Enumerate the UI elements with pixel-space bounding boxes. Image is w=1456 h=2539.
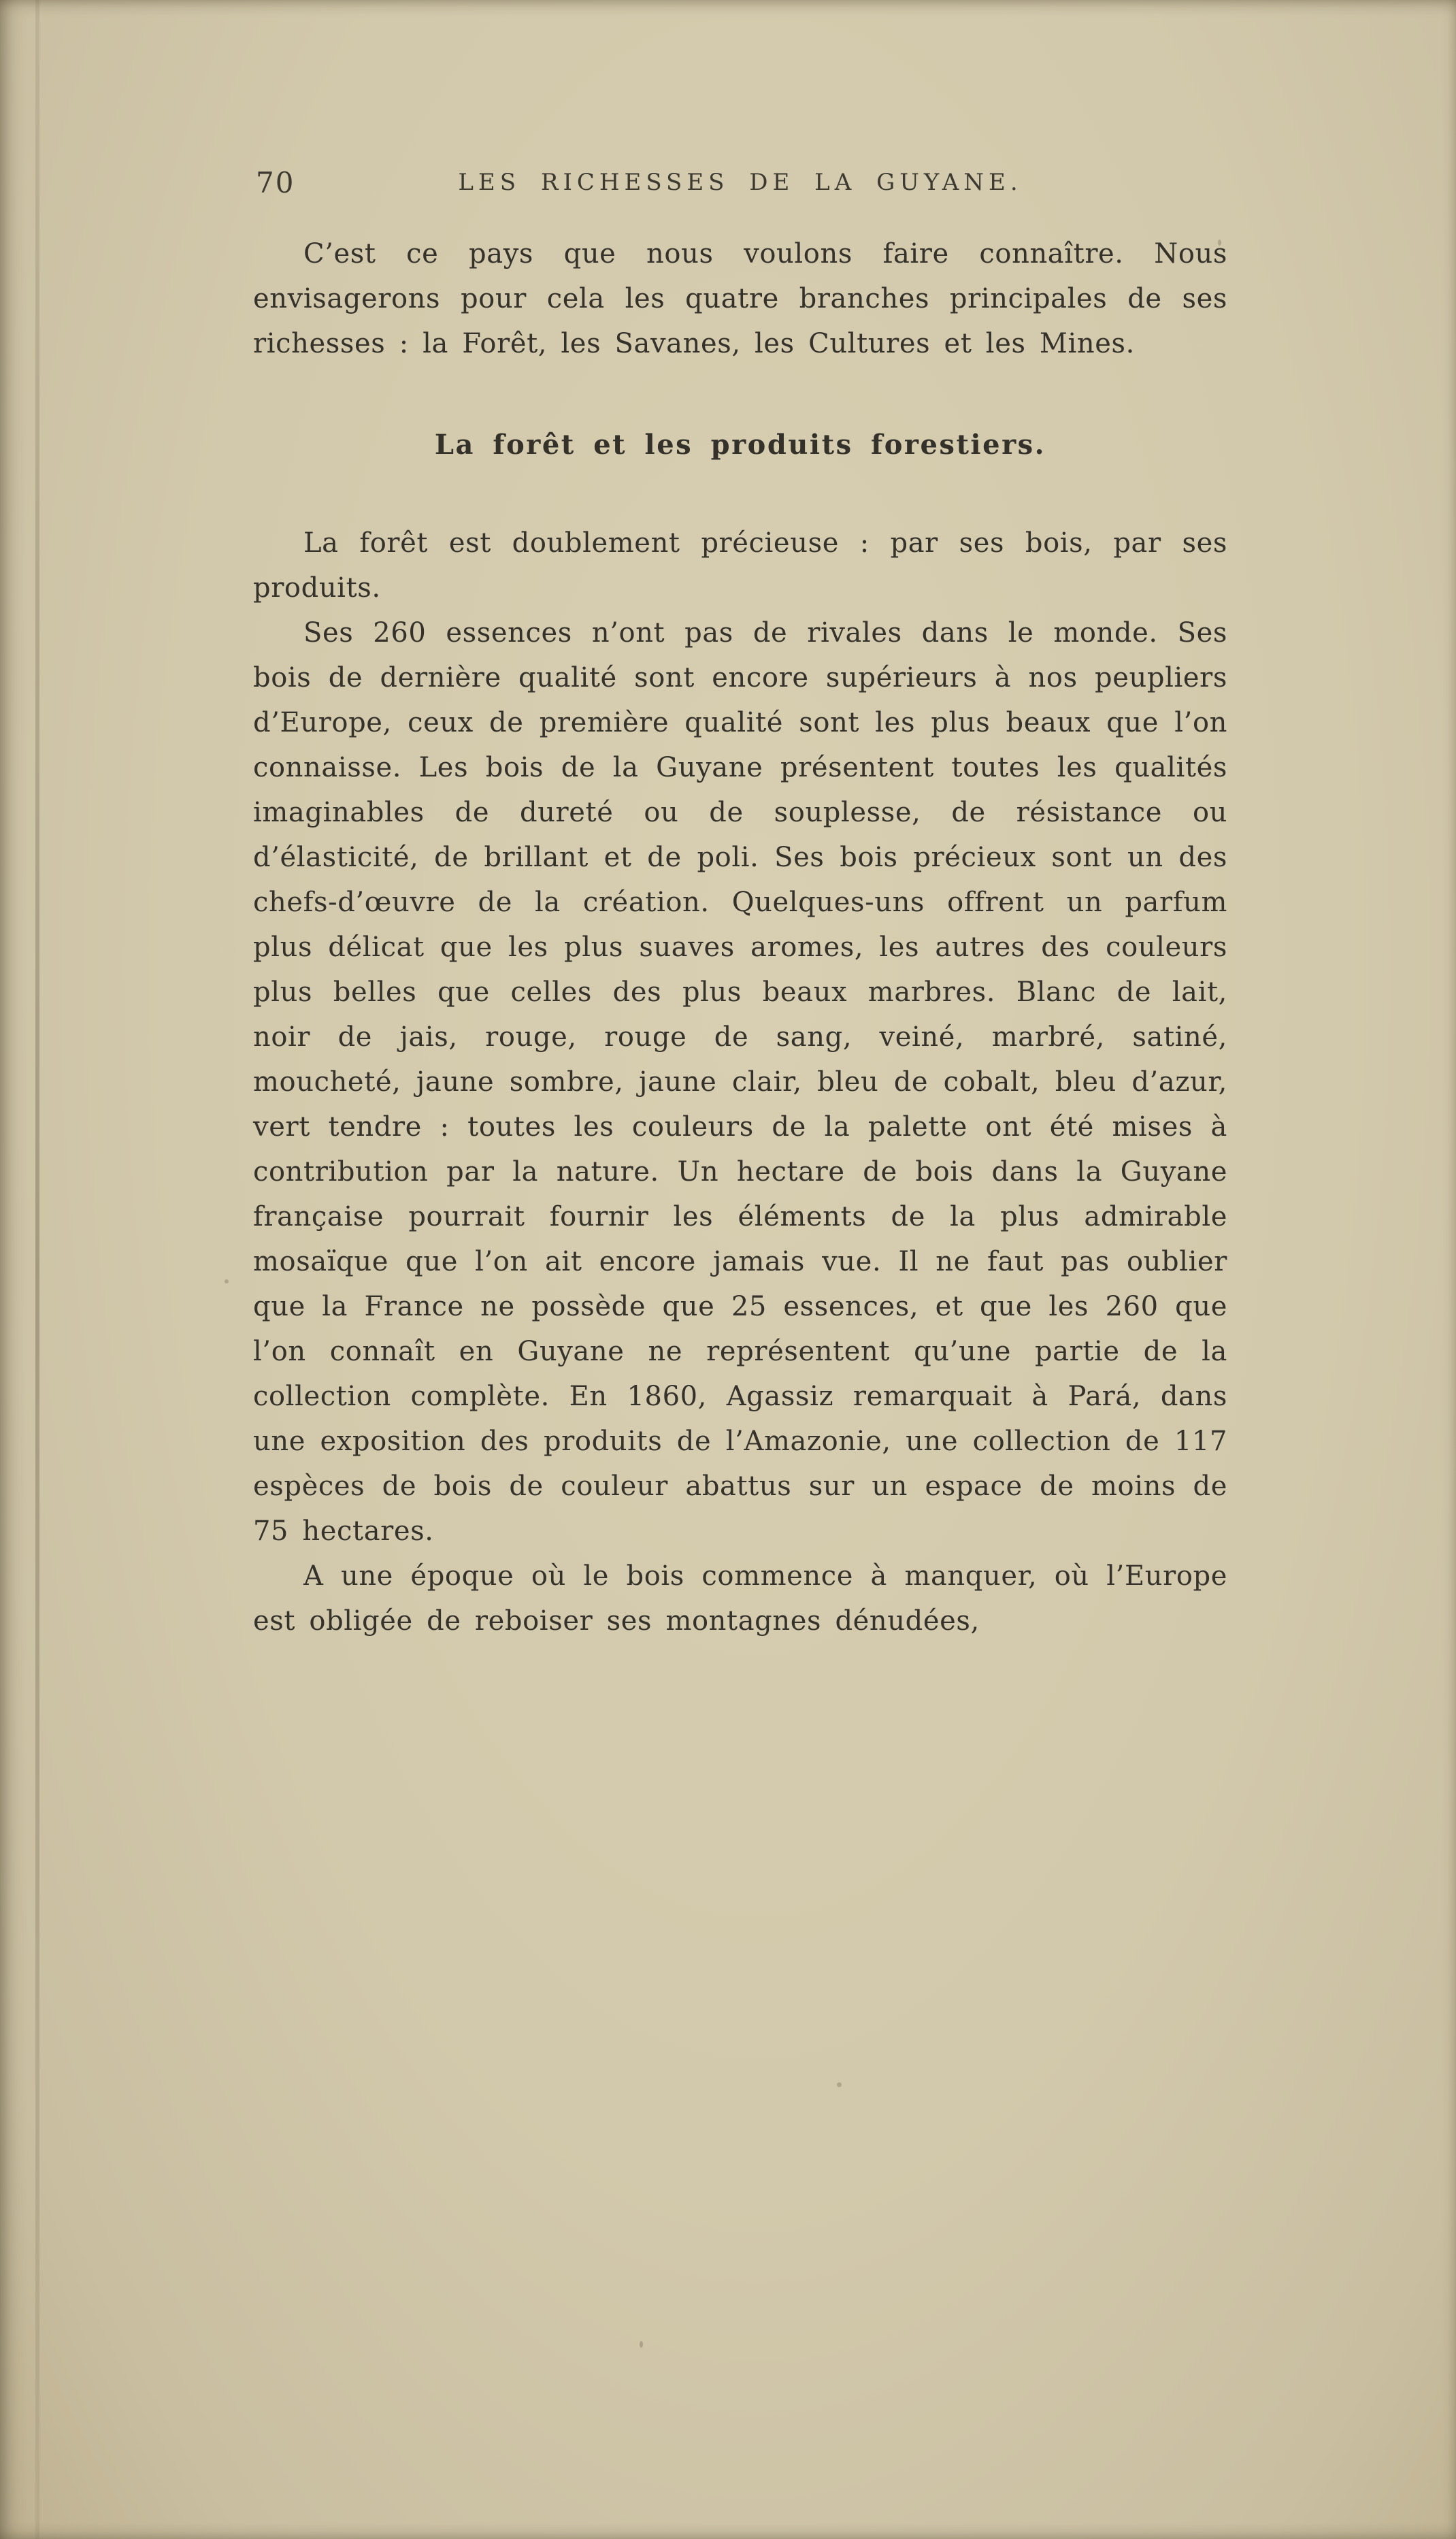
paragraph-intro: C’est ce pays que nous voulons faire connaître. Nous envisagerons pour cela les quatre branches principales de ses richesses : la Forêt, les Savanes, les Cultures et les Mines. [253,238,1227,359]
paragraph-epoque: A une époque où le bois commence à manquer, où l’Europe est obligée de reboiser ses montagnes dénudées, [253,1560,1227,1637]
section-heading: La forêt et les produits forestiers. [434,429,1046,461]
body-text [253,231,1227,1643]
page-gutter-shadow [35,0,39,2539]
text-column [253,162,1227,1643]
paragraph-essences: Ses 260 essences n’ont pas de rivales dans le monde. Ses bois de dernière qualité sont encore supérieurs à nos peupliers d’Europe, ceux de première qualité sont les plus beaux que l’on connaisse. Les bois de la Guyane présentent toutes les qualités imaginables de dureté ou de souplesse, de résistance ou d’élasticité, de brillant et de poli. Ses bois précieux sont un des chefs-d’œuvre de la création. Quelques-uns offrent un parfum plus délicat que les plus suaves aromes, les autres des couleurs plus belles que celles des plus beaux marbres. Blanc de lait, noir de jais, rouge, rouge de sang, veiné, marbré, satiné, moucheté, jaune sombre, jaune clair, bleu de cobalt, bleu d’azur, vert tendre : toutes les couleurs de la palette ont été mises à contribution par la nature. Un hectare de bois dans la Guyane française pourrait fournir les éléments de la plus admirable mosaïque que l’on ait encore jamais vue. Il ne faut pas oublier que la France ne possède que 25 essences, et que les 260 que l’on connaît en Guyane ne représentent qu’une partie de la collection complète. En 1860, Agassiz remarquait à Pará, dans une exposition des produits de l’Amazonie, une collection de 117 espèces de bois de couleur abattus sur un espace de moins de 75 hectares. [253,617,1227,1547]
running-title: LES RICHESSES DE LA GUYANE. [458,169,1023,196]
running-header [253,162,1227,207]
scan-speckle [225,1279,229,1283]
page-number: 70 [256,166,295,199]
scan-speckle [640,2341,643,2348]
paragraph-foret-precieuse: La forêt est doublement précieuse : par ses bois, par ses produits. [253,527,1227,604]
scan-speckle [837,2082,842,2087]
